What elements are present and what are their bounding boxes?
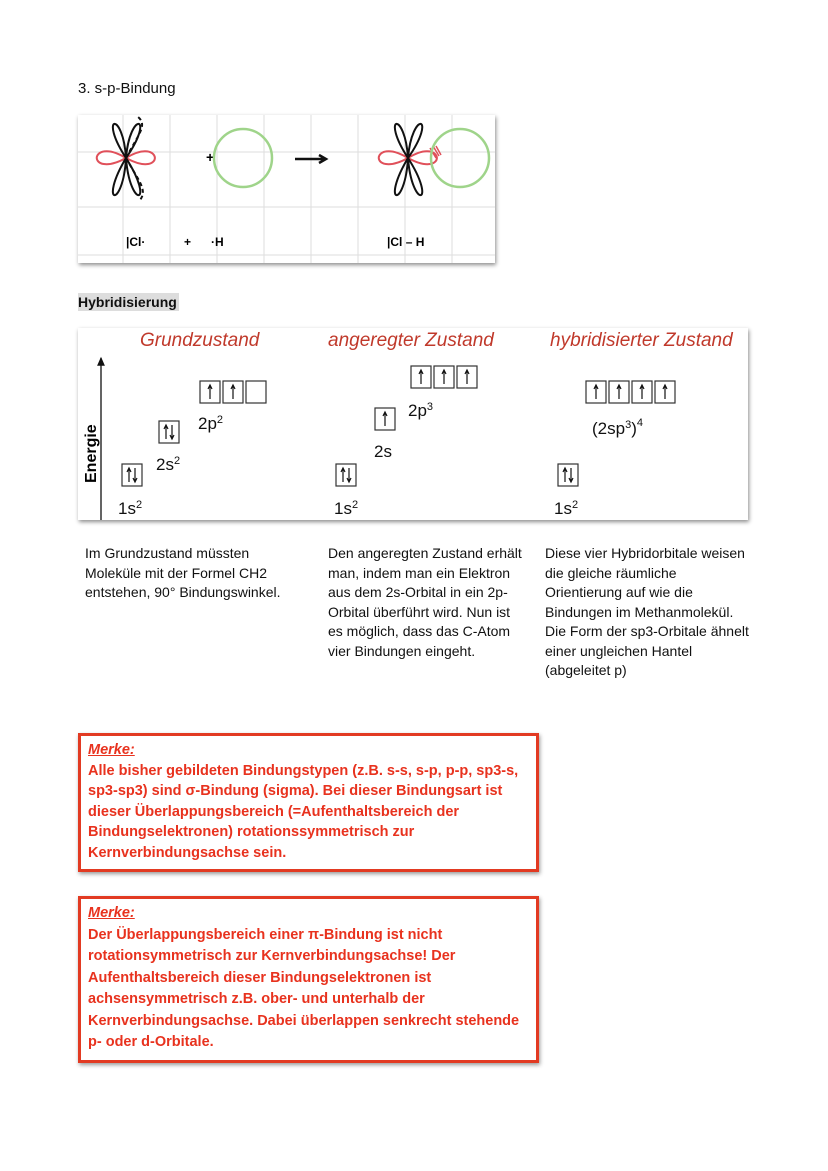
merke-box-sigma xyxy=(78,733,539,872)
s-orbital-h-overlap xyxy=(431,129,489,187)
spin-up-arrow-icon xyxy=(617,385,621,399)
orbital-overlap-drawing xyxy=(78,115,495,263)
svg-text:1s2 xyxy=(554,499,578,518)
spin-up-arrow-icon xyxy=(341,468,345,482)
orbital-box xyxy=(558,464,578,486)
superscript: 2 xyxy=(571,499,579,511)
spin-up-arrow-icon xyxy=(594,385,598,399)
paren: ) xyxy=(631,419,637,438)
plus-sign: + xyxy=(206,149,215,165)
plus-label: + xyxy=(184,235,192,249)
hybridization-energy-diagram xyxy=(78,328,748,520)
svg-text:(2sp3)4 xyxy=(592,417,643,438)
h-radical-label: ·H xyxy=(211,235,224,249)
section-heading-hybridisierung: Hybridisierung xyxy=(78,294,177,310)
spin-up-arrow-icon xyxy=(640,385,644,399)
superscript: 2 xyxy=(216,414,224,426)
spin-up-arrow-icon xyxy=(208,385,212,399)
section-heading-s-p-bindung: 3. s-p-Bindung xyxy=(78,80,176,97)
spin-up-arrow-icon xyxy=(164,425,168,439)
spin-up-arrow-icon xyxy=(231,385,235,399)
energy-axis-label: Energie xyxy=(83,424,100,483)
superscript: 3 xyxy=(426,401,434,413)
s-p-bond-figure xyxy=(78,115,495,263)
spin-down-arrow-icon xyxy=(133,468,137,482)
s-orbital-h xyxy=(214,129,272,187)
spin-down-arrow-icon xyxy=(170,425,174,439)
spin-up-arrow-icon xyxy=(663,385,667,399)
state-title-ground: Grundzustand xyxy=(140,330,260,351)
merke-text: Alle bisher gebildeten Bindungstypen (z.B. s-s, s-p, p-p, sp3-s, sp3-sp3) sind σ-Bindung (sigma). Bei dieser Bindungsart ist dieser Überlappungsbereich (=Aufenthaltsbereich der Bindungselektronen) rotationssymmetrisch zur Kernverbindungsachse sein. xyxy=(88,762,519,861)
svg-text:2p3 xyxy=(408,401,433,420)
level-1s-hybrid: 1s xyxy=(554,499,572,518)
svg-text:1s2 xyxy=(118,499,142,518)
text-column-ground-state: Im Grundzustand müssten Moleküle mit der Formel CH2 entstehen, 90° Bindungswinkel. xyxy=(85,545,281,600)
spin-down-arrow-icon xyxy=(569,468,573,482)
spin-up-arrow-icon xyxy=(383,412,387,426)
superscript: 4 xyxy=(636,417,643,429)
level-2p-ground: 2p xyxy=(198,414,217,433)
merke-title: Merke: xyxy=(88,905,135,921)
cl-radical-label: |Cl· xyxy=(126,235,146,249)
spin-up-arrow-icon xyxy=(442,370,446,384)
level-2sp3-hybrid: (2sp xyxy=(592,419,626,438)
merke-title: Merke: xyxy=(88,742,135,758)
spin-down-arrow-icon xyxy=(347,468,351,482)
orbital-box xyxy=(246,381,266,403)
superscript: 2 xyxy=(135,499,143,511)
superscript: 3 xyxy=(625,419,632,431)
level-2p-excited: 2p xyxy=(408,401,427,420)
level-2s-excited: 2s xyxy=(374,442,392,461)
orbital-box xyxy=(159,421,179,443)
svg-text:1s2 xyxy=(334,499,358,518)
svg-text:2s2 xyxy=(156,455,180,474)
level-2s-ground: 2s xyxy=(156,455,174,474)
spin-up-arrow-icon xyxy=(563,468,567,482)
text-column-excited-state: Den angeregten Zustand erhält man, indem man ein Elektron aus dem 2s-Orbital in ein 2p-Orbital überführt wird. Nun ist es möglich, dass das C-Atom vier Bindungen eingeht. xyxy=(328,545,522,659)
level-1s-ground: 1s xyxy=(118,499,136,518)
svg-text:2p2 xyxy=(198,414,223,433)
state-title-hybridized: hybridisierter Zustand xyxy=(550,330,733,351)
merke-box-pi xyxy=(78,896,539,1063)
orbital-box xyxy=(122,464,142,486)
text-column-hybridized-state: Diese vier Hybridorbitale weisen die gleiche räumliche Orientierung auf wie die Bindungen im Methanmolekül. Die Form der sp3-Orbitale ähnelt einer ungleichen Hantel (abgeleitet p) xyxy=(545,545,749,678)
hcl-label: |Cl – H xyxy=(387,235,425,249)
spin-up-arrow-icon xyxy=(465,370,469,384)
superscript: 2 xyxy=(173,455,181,467)
spin-up-arrow-icon xyxy=(127,468,131,482)
p-orbital-cl-left xyxy=(97,117,155,200)
superscript: 2 xyxy=(351,499,359,511)
merke-text: Der Überlappungsbereich einer π-Bindung ist nicht rotationsymmetrisch zur Kernverbindungsachse! Der Aufenthaltsbereich dieser Bindungselektronen ist achsensymmetrisch z.B. ober- und unterhalb der Kernverbindungsachse. Dabei überlappen senkrecht stehende p- oder d-Orbitale. xyxy=(88,926,520,1050)
level-1s-excited: 1s xyxy=(334,499,352,518)
state-title-excited: angeregter Zustand xyxy=(328,330,494,351)
spin-up-arrow-icon xyxy=(419,370,423,384)
orbital-box xyxy=(336,464,356,486)
